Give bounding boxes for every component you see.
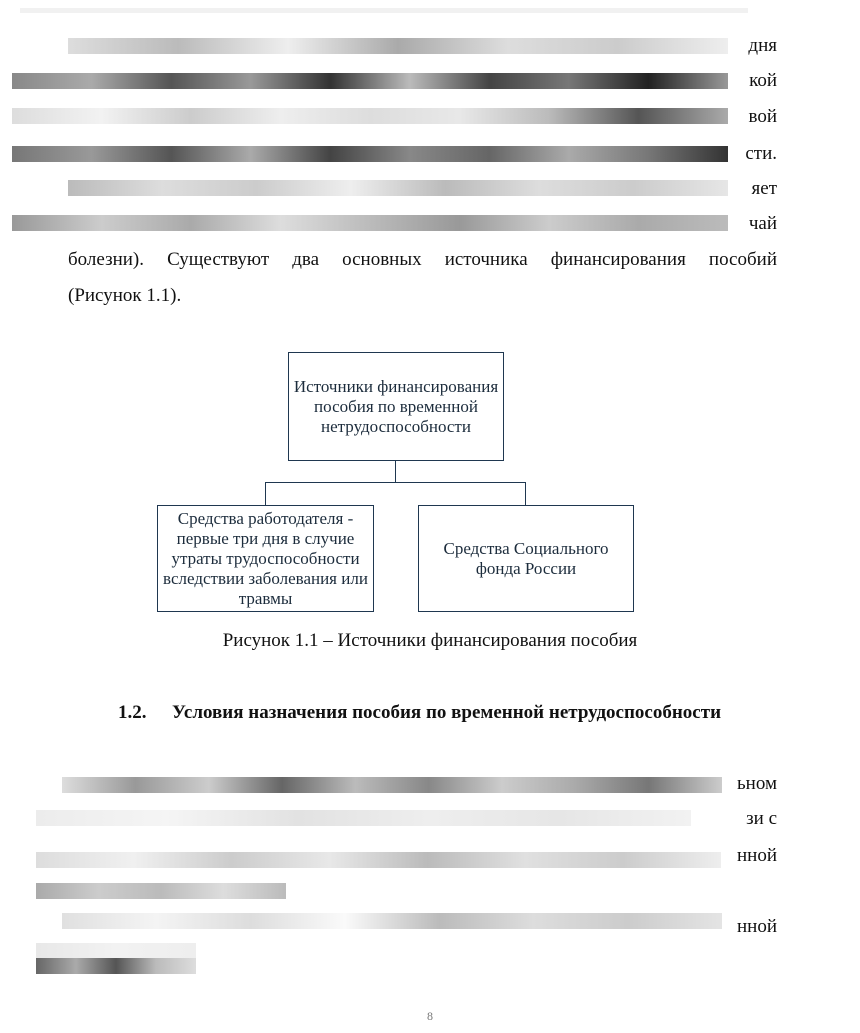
- redacted-line: [12, 108, 728, 124]
- paragraph-line: (Рисунок 1.1).: [68, 285, 182, 306]
- line-end: нной: [736, 845, 777, 866]
- diagram-left-box: [157, 505, 374, 612]
- connector-horizontal: [265, 482, 526, 483]
- section-title: Условия назначения пособия по временной нетрудоспособности: [172, 702, 722, 723]
- redacted-line: [68, 180, 728, 196]
- connector-vertical-top: [395, 461, 396, 483]
- redacted-line: [12, 146, 728, 162]
- redacted-line: [62, 913, 722, 929]
- redacted-line: [36, 958, 196, 974]
- line-end: нной: [736, 916, 777, 937]
- section-heading: [118, 702, 721, 724]
- diagram-right-box: [418, 505, 634, 612]
- redacted-line: [36, 810, 691, 826]
- left-box-label: Средства работодателя - первые три дня в случие утраты трудоспособности вследствии заболевания или травмы: [163, 508, 368, 608]
- redacted-line: [12, 215, 728, 231]
- right-box-label: Средства Социального фонда России: [443, 538, 609, 578]
- line-end: ьном: [737, 773, 777, 794]
- page-number: 8: [427, 1009, 433, 1023]
- top-divider: [20, 8, 748, 13]
- top-box-label: Источники финансирования пособия по временной нетрудоспособности: [293, 376, 499, 436]
- line-end: сти.: [745, 143, 777, 164]
- redacted-line: [36, 883, 286, 899]
- redacted-line: [12, 73, 728, 89]
- line-end: яет: [751, 178, 777, 199]
- redacted-line: [62, 777, 722, 793]
- redacted-line: [36, 943, 196, 959]
- diagram-top-box: [288, 352, 504, 461]
- line-end: вой: [748, 106, 777, 127]
- line-end: чай: [748, 213, 777, 234]
- figure-caption: Рисунок 1.1 – Источники финансирования пособия: [222, 630, 638, 651]
- section-number: 1.2.: [118, 702, 147, 723]
- paragraph-line: болезни). Существуют два основных источника финансирования пособий: [68, 249, 777, 270]
- redacted-line: [68, 38, 728, 54]
- redacted-line: [36, 852, 721, 868]
- line-end: кой: [749, 70, 777, 91]
- line-end: зи с: [746, 808, 777, 829]
- connector-right-drop: [525, 482, 526, 505]
- connector-left-drop: [265, 482, 266, 505]
- line-end: дня: [748, 35, 777, 56]
